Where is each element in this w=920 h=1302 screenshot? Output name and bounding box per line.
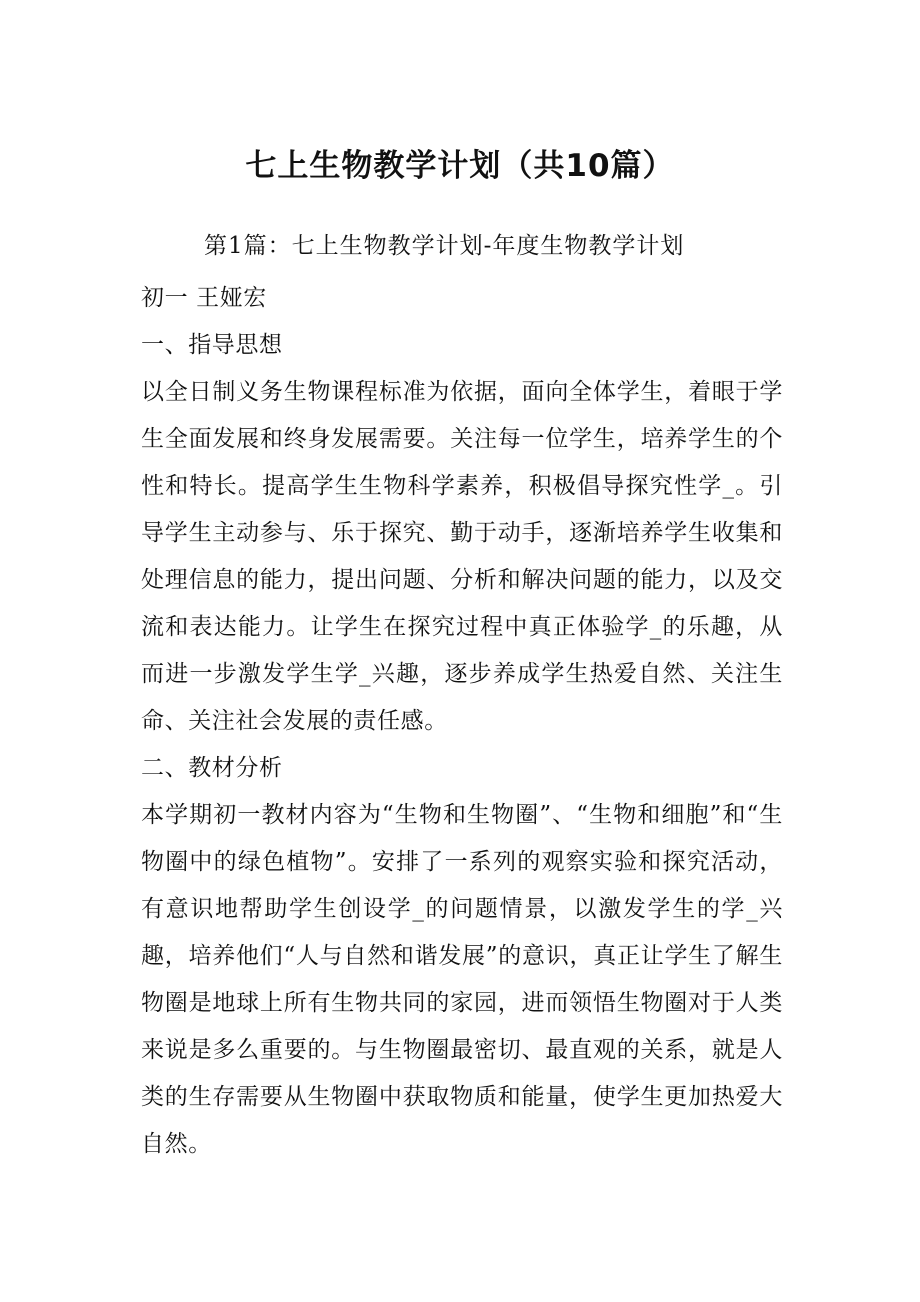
section-heading-textbook-analysis: 二、教材分析 (141, 755, 283, 781)
author-line: 初一 王娅宏 (141, 285, 267, 311)
chapter-title: 第1篇：七上生物教学计划-年度生物教学计划 (204, 233, 685, 259)
document-body (141, 275, 783, 1168)
paragraph-textbook-analysis: 本学期初一教材内容为“生物和生物圈”、“生物和细胞”和“生物圈中的绿色植物”。安排了一系列的观察实验和探究活动，有意识地帮助学生创设学_的问题情景，以激发学生的学_兴趣，培养他们“人与自然和谐发展”的意识，真正让学生了解生物圈是地球上所有生物共同的家园，进而领悟生物圈对于人类来说是多么重要的。与生物圈最密切、最直观的关系，就是人类的生存需要从生物圈中获取物质和能量，使学生更加热爱大自然。 (141, 802, 783, 1157)
section-heading-guiding-ideology: 一、指导思想 (141, 332, 283, 358)
paragraph-guiding-ideology: 以全日制义务生物课程标准为依据，面向全体学生，着眼于学生全面发展和终身发展需要。关注每一位学生，培养学生的个性和特长。提高学生生物科学素养，积极倡导探究性学_。引导学生主动参与、乐于探究、勤于动手，逐渐培养学生收集和处理信息的能力，提出问题、分析和解决问题的能力，以及交流和表达能力。让学生在探究过程中真正体验学_的乐趣，从而进一步激发学生学_兴趣，逐步养成学生热爱自然、关注生命、关注社会发展的责任感。 (141, 379, 783, 734)
document-title: 七上生物教学计划（共10篇） (245, 148, 675, 184)
